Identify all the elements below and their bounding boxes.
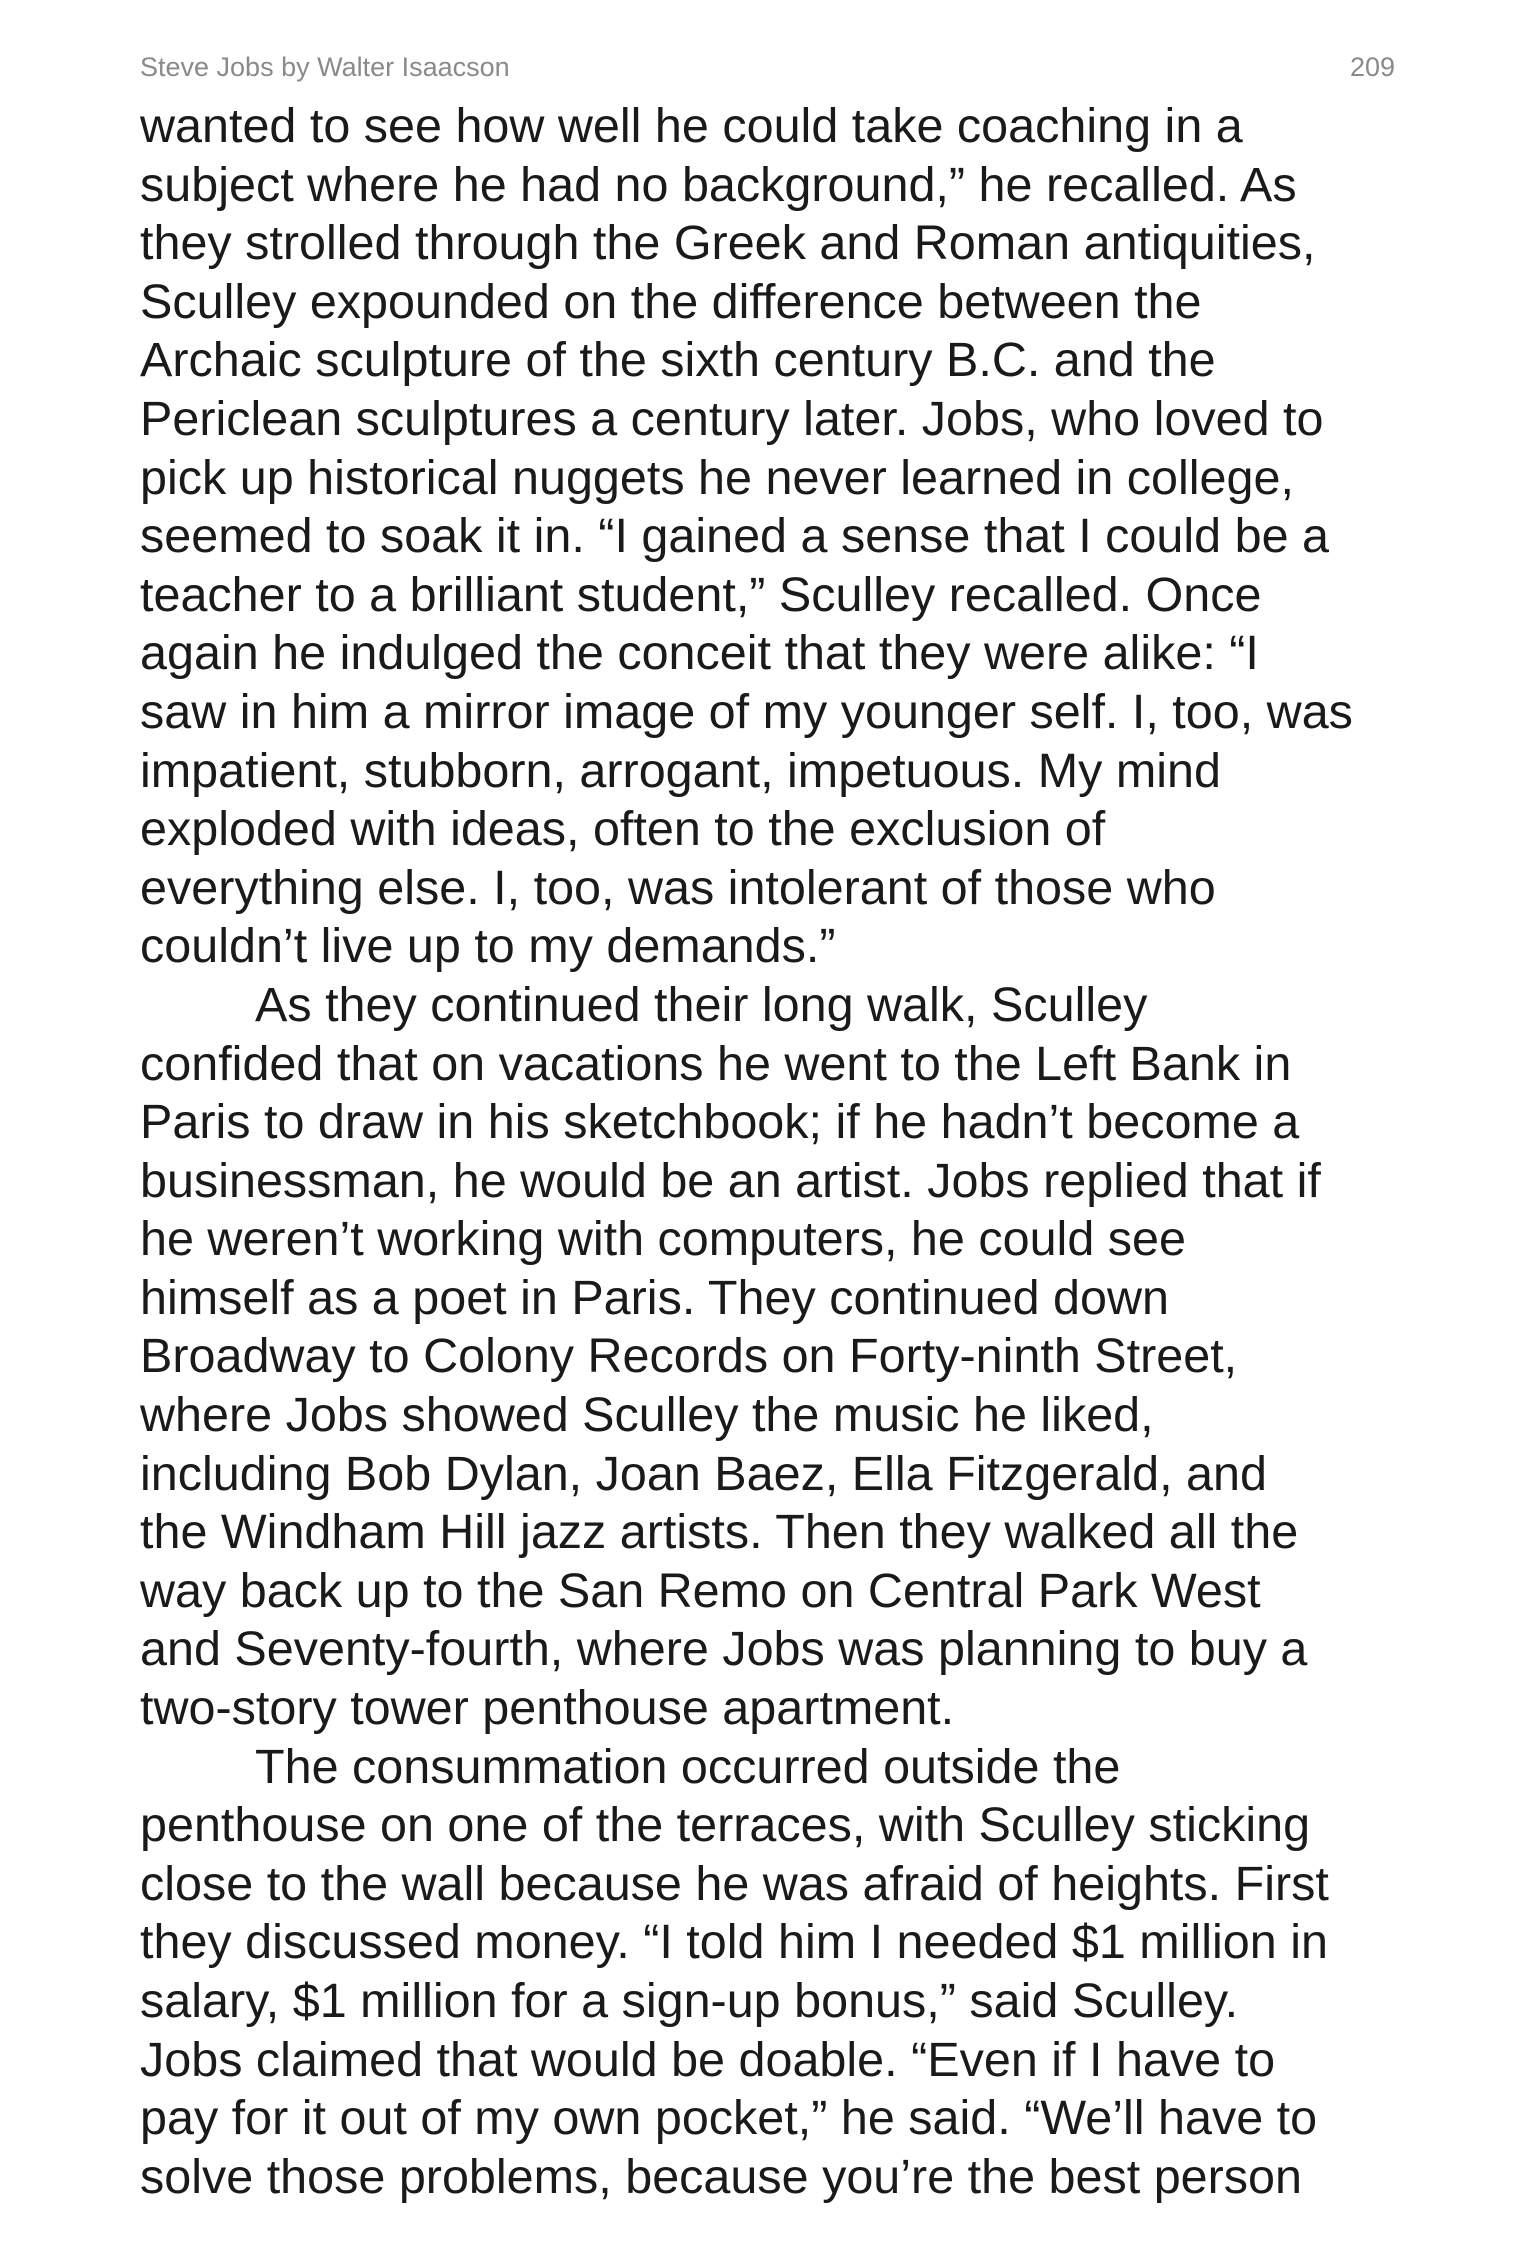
text-line: way back up to the San Remo on Central Park West bbox=[140, 1563, 1261, 1618]
text-line: they discussed money. “I told him I needed $1 million in bbox=[140, 1915, 1328, 1970]
text-line: The consummation occurred outside the bbox=[255, 1739, 1121, 1794]
text-line: penthouse on one of the terraces, with Sculley sticking bbox=[140, 1798, 1311, 1853]
text-line: salary, $1 million for a sign-up bonus,” said Sculley. bbox=[140, 1974, 1239, 2028]
text-line: he weren’t working with computers, he could see bbox=[140, 1212, 1186, 1267]
page-number: 209 bbox=[1349, 52, 1395, 82]
text-line: everything else. I, too, was intolerant of those who bbox=[140, 860, 1216, 915]
text-line: Jobs claimed that would be doable. “Even if I have to bbox=[140, 2032, 1276, 2087]
text-line: pick up historical nuggets he never learned in college, bbox=[140, 450, 1294, 505]
text-line: Archaic sculpture of the sixth century B.C. and the bbox=[140, 333, 1216, 388]
text-line: Sculley expounded on the difference between the bbox=[140, 274, 1202, 329]
text-line: confided that on vacations he went to the Left Bank in bbox=[140, 1036, 1292, 1091]
running-header bbox=[140, 50, 1395, 84]
text-line: Periclean sculptures a century later. Jobs, who loved to bbox=[140, 391, 1324, 446]
text-line: and Seventy-fourth, where Jobs was planning to buy a bbox=[140, 1622, 1308, 1677]
text-line: close to the wall because he was afraid of heights. First bbox=[140, 1856, 1329, 1911]
text-line: including Bob Dylan, Joan Baez, Ella Fitzgerald, and bbox=[140, 1446, 1267, 1501]
text-line: couldn’t live up to my demands.” bbox=[140, 919, 836, 974]
text-line: Paris to draw in his sketchbook; if he hadn’t become a bbox=[140, 1095, 1300, 1150]
text-line: the Windham Hill jazz artists. Then they walked all the bbox=[140, 1505, 1299, 1560]
text-line: impatient, stubborn, arrogant, impetuous. My mind bbox=[140, 743, 1221, 798]
text-line: solve those problems, because you’re the best person bbox=[140, 2149, 1302, 2204]
text-line: where Jobs showed Sculley the music he liked, bbox=[140, 1388, 1154, 1443]
text-line: teacher to a brilliant student,” Sculley recalled. Once bbox=[140, 567, 1262, 622]
text-line: seemed to soak it in. “I gained a sense that I could be a bbox=[140, 509, 1329, 564]
text-line: himself as a poet in Paris. They continued down bbox=[140, 1270, 1169, 1325]
text-line: wanted to see how well he could take coaching in a bbox=[140, 99, 1243, 153]
book-title: Steve Jobs by Walter Isaacson bbox=[140, 52, 510, 82]
text-line: two-story tower penthouse apartment. bbox=[140, 1681, 955, 1736]
paragraph bbox=[140, 1738, 1400, 2207]
text-line: businessman, he would be an artist. Jobs replied that if bbox=[140, 1153, 1321, 1208]
text-line: subject where he had no background,” he recalled. As bbox=[140, 157, 1297, 212]
text-line: they strolled through the Greek and Roman antiquities, bbox=[140, 216, 1316, 271]
text-line: Broadway to Colony Records on Forty-ninth Street, bbox=[140, 1329, 1238, 1384]
paragraph bbox=[140, 976, 1400, 1738]
paragraph bbox=[140, 97, 1400, 976]
text-line: saw in him a mirror image of my younger self. I, too, was bbox=[140, 684, 1353, 739]
text-line: pay for it out of my own pocket,” he said. “We’ll have to bbox=[140, 2091, 1318, 2146]
body-text bbox=[140, 97, 1400, 2206]
text-line: As they continued their long walk, Sculley bbox=[255, 977, 1148, 1032]
text-line: exploded with ideas, often to the exclusion of bbox=[140, 802, 1106, 857]
text-line: again he indulged the conceit that they were alike: “I bbox=[140, 626, 1259, 681]
